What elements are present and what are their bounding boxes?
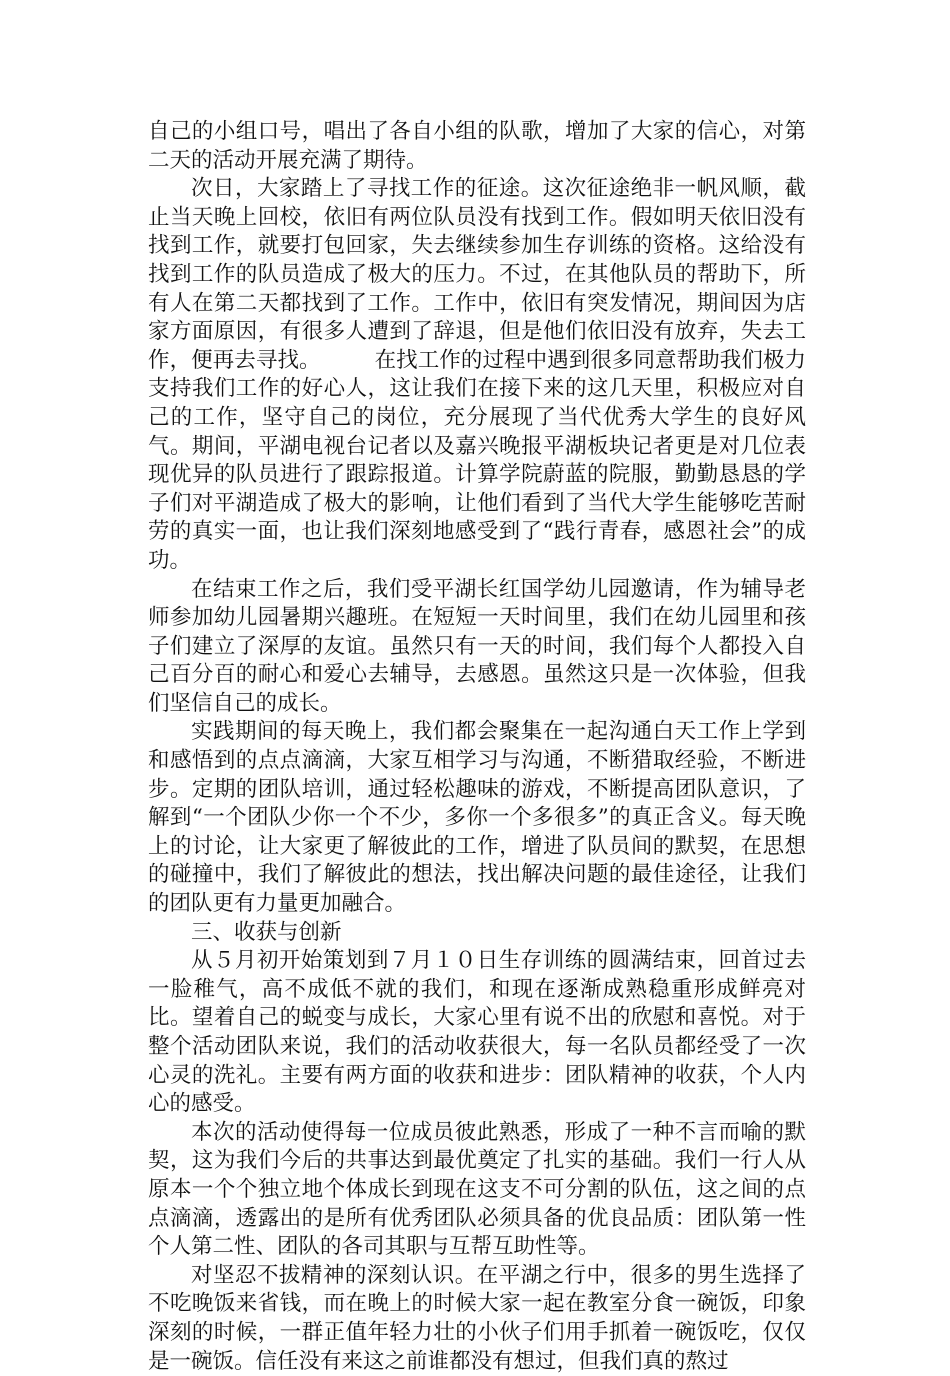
paragraph-perseverance: 对坚忍不拔精神的深刻认识。在平湖之行中，很多的男生选择了不吃晚饭来省钱，而在晚上的时候大家一起在教室分食一碗饭，印象深刻的时候，一群正值年轻力壮的小伙子们用手抓着一碗饭吃，仅仅是一碗饭。信任没有来这之前谁都没有想过，但我们真的熬过 [148,1262,806,1374]
paragraph-gains: 从５月初开始策划到７月１０日生存训练的圆满结束，回首过去一脸稚气，高不成低不就的我们，和现在逐渐成熟稳重形成鲜亮对比。望着自己的蜕变与成长，大家心里有说不出的欣慰和喜悦。对于整个活动团队来说，我们的活动收获很大，每一名队员都经受了一次心灵的洗礼。主要有两方面的收获和进步：团队精神的收获，个人内心的感受。 [148,948,806,1117]
paragraph-continued: 自己的小组口号，唱出了各自小组的队歌，增加了大家的信心，对第二天的活动开展充满了期待。 [148,119,806,173]
section-heading: 三、收获与创新 [191,919,342,945]
paragraph-team-spirit: 本次的活动使得每一位成员彼此熟悉，形成了一种不言而喻的默契，这为我们今后的共事达到最优奠定了扎实的基础。我们一行人从原本一个个独立地个体成长到现在这支不可分割的队伍，这之间的点点滴滴，透露出的是所有优秀团队必须具备的优良品质：团队第一性个人第二性、团队的各司其职与互帮互助性等。 [148,1119,806,1260]
paragraph-job-search: 次日，大家踏上了寻找工作的征途。这次征途绝非一帆风顺，截止当天晚上回校，依旧有两位队员没有找到工作。假如明天依旧没有找到工作，就要打包回家，失去继续参加生存训练的资格。这给没有找到工作的队员造成了极大的压力。不过，在其他队员的帮助下，所有人在第二天都找到了工作。工作中，依旧有突发情况，期间因为店家方面原因，有很多人遭到了辞退，但是他们依旧没有放弃，失去工作，便再去寻找。 在找工作的过程中遇到很多同意帮助我们极力支持我们工作的好心人，这让我们在接下来的这几天里，积极应对自己的工作，坚守自己的岗位，充分展现了当代优秀大学生的良好风气。期间，平湖电视台记者以及嘉兴晚报平湖板块记者更是对几位表现优异的队员进行了跟踪报道。计算学院蔚蓝的院服，勤勤恳恳的学子们对平湖造成了极大的影响，让他们看到了当代大学生能够吃苦耐劳的真实一面，也让我们深刻地感受到了“践行青春，感恩社会”的成功。 [148,176,806,573]
document-page [148,118,806,1376]
paragraph-kindergarten: 在结束工作之后，我们受平湖长红国学幼儿园邀请，作为辅导老师参加幼儿园暑期兴趣班。在短短一天时间里，我们在幼儿园里和孩子们建立了深厚的友谊。虽然只有一天的时间，我们每个人都投入自己百分百的耐心和爱心去辅导，去感恩。虽然这只是一次体验，但我们坚信自己的成长。 [148,576,806,716]
paragraph-evening-meetings: 实践期间的每天晚上，我们都会聚集在一起沟通白天工作上学到和感悟到的点点滴滴，大家互相学习与沟通，不断猎取经验，不断进步。定期的团队培训，通过轻松趣味的游戏，不断提高团队意识，了解到“一个团队少你一个不少，多你一个多很多”的真正含义。每天晚上的讨论，让大家更了解彼此的工作，增进了队员间的默契，在思想的碰撞中，我们了解彼此的想法，找出解决问题的最佳途径，让我们的团队更有力量更加融合。 [148,719,806,917]
